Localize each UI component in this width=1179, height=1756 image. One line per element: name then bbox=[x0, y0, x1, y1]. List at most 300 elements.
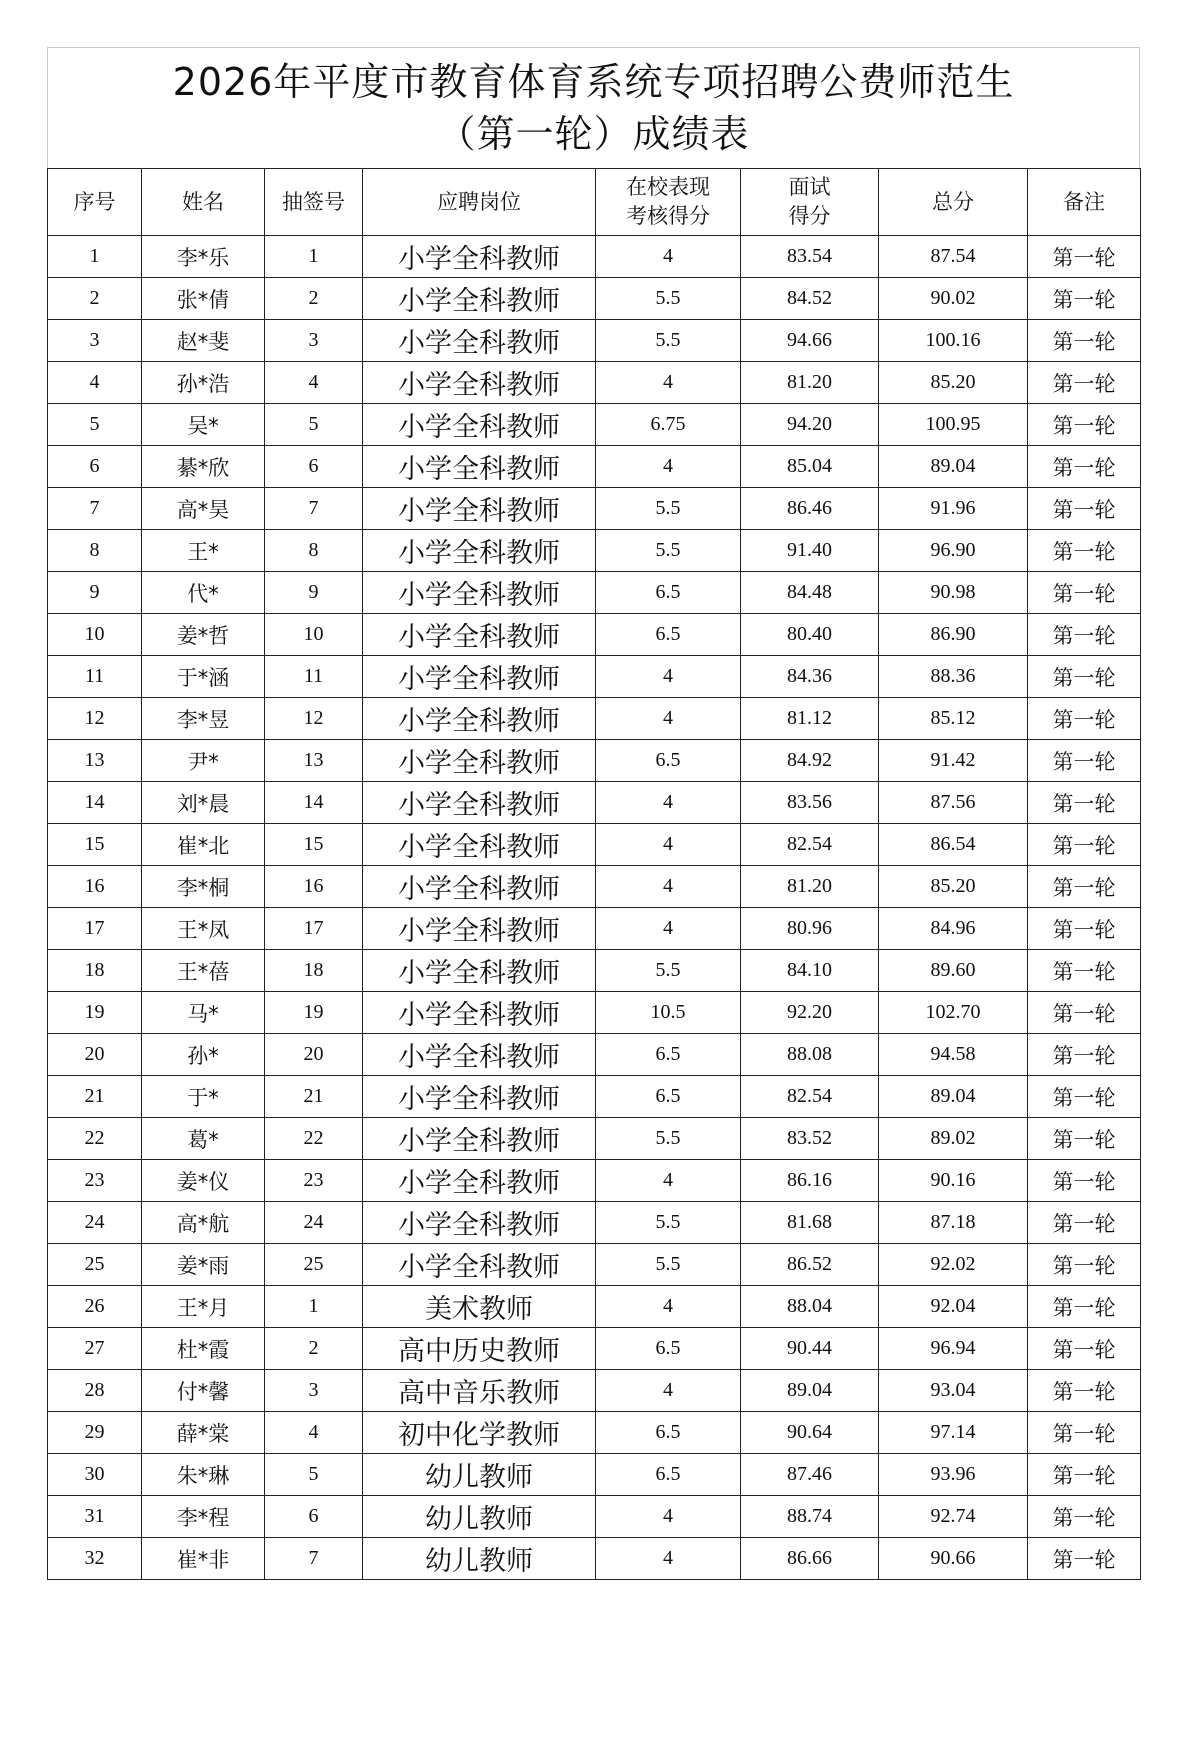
table-row bbox=[48, 740, 1141, 782]
cell-name: 王*凤 bbox=[142, 908, 265, 950]
cell-interview-score: 86.52 bbox=[741, 1244, 879, 1286]
cell-name: 王*月 bbox=[142, 1286, 265, 1328]
cell-position: 小学全科教师 bbox=[363, 992, 596, 1034]
cell-draw: 20 bbox=[265, 1034, 363, 1076]
cell-seq: 13 bbox=[48, 740, 142, 782]
table-row bbox=[48, 656, 1141, 698]
cell-draw: 1 bbox=[265, 1286, 363, 1328]
cell-name: 高*昊 bbox=[142, 488, 265, 530]
cell-seq: 24 bbox=[48, 1202, 142, 1244]
cell-total: 93.96 bbox=[879, 1454, 1028, 1496]
cell-seq: 28 bbox=[48, 1370, 142, 1412]
cell-campus-score: 5.5 bbox=[596, 488, 741, 530]
table-row bbox=[48, 992, 1141, 1034]
cell-position: 小学全科教师 bbox=[363, 1244, 596, 1286]
cell-total: 93.04 bbox=[879, 1370, 1028, 1412]
cell-draw: 24 bbox=[265, 1202, 363, 1244]
cell-total: 92.04 bbox=[879, 1286, 1028, 1328]
header-interview-line-2: 得分 bbox=[788, 204, 831, 228]
cell-seq: 26 bbox=[48, 1286, 142, 1328]
cell-total: 100.16 bbox=[879, 320, 1028, 362]
header-name: 姓名 bbox=[142, 169, 265, 236]
cell-name: 朱*琳 bbox=[142, 1454, 265, 1496]
cell-remark: 第一轮 bbox=[1028, 320, 1141, 362]
cell-draw: 5 bbox=[265, 404, 363, 446]
cell-draw: 15 bbox=[265, 824, 363, 866]
cell-total: 90.02 bbox=[879, 278, 1028, 320]
cell-campus-score: 4 bbox=[596, 782, 741, 824]
cell-interview-score: 88.74 bbox=[741, 1496, 879, 1538]
table-row bbox=[48, 572, 1141, 614]
cell-remark: 第一轮 bbox=[1028, 740, 1141, 782]
cell-total: 100.95 bbox=[879, 404, 1028, 446]
cell-name: 代* bbox=[142, 572, 265, 614]
cell-campus-score: 4 bbox=[596, 1160, 741, 1202]
table-row bbox=[48, 1202, 1141, 1244]
table-row bbox=[48, 488, 1141, 530]
cell-remark: 第一轮 bbox=[1028, 1076, 1141, 1118]
document-title-line-1: 2026年平度市教育体育系统专项招聘公费师范生 bbox=[172, 60, 1015, 104]
cell-campus-score: 5.5 bbox=[596, 950, 741, 992]
cell-interview-score: 82.54 bbox=[741, 824, 879, 866]
cell-campus-score: 6.5 bbox=[596, 1412, 741, 1454]
cell-campus-score: 5.5 bbox=[596, 530, 741, 572]
cell-position: 小学全科教师 bbox=[363, 320, 596, 362]
cell-remark: 第一轮 bbox=[1028, 1034, 1141, 1076]
cell-draw: 19 bbox=[265, 992, 363, 1034]
cell-total: 89.04 bbox=[879, 1076, 1028, 1118]
cell-total: 96.94 bbox=[879, 1328, 1028, 1370]
table-row bbox=[48, 278, 1141, 320]
cell-name: 李*程 bbox=[142, 1496, 265, 1538]
cell-seq: 18 bbox=[48, 950, 142, 992]
cell-seq: 1 bbox=[48, 236, 142, 278]
cell-seq: 5 bbox=[48, 404, 142, 446]
cell-campus-score: 6.5 bbox=[596, 1328, 741, 1370]
cell-seq: 2 bbox=[48, 278, 142, 320]
cell-draw: 10 bbox=[265, 614, 363, 656]
cell-total: 90.66 bbox=[879, 1538, 1028, 1580]
cell-total: 86.90 bbox=[879, 614, 1028, 656]
cell-campus-score: 4 bbox=[596, 866, 741, 908]
cell-name: 葛* bbox=[142, 1118, 265, 1160]
cell-name: 崔*北 bbox=[142, 824, 265, 866]
table-row bbox=[48, 362, 1141, 404]
cell-position: 小学全科教师 bbox=[363, 1160, 596, 1202]
cell-position: 小学全科教师 bbox=[363, 446, 596, 488]
table-row bbox=[48, 1454, 1141, 1496]
cell-draw: 14 bbox=[265, 782, 363, 824]
cell-draw: 7 bbox=[265, 1538, 363, 1580]
cell-total: 85.20 bbox=[879, 362, 1028, 404]
cell-seq: 17 bbox=[48, 908, 142, 950]
table-row bbox=[48, 1496, 1141, 1538]
cell-interview-score: 86.66 bbox=[741, 1538, 879, 1580]
cell-draw: 12 bbox=[265, 698, 363, 740]
cell-remark: 第一轮 bbox=[1028, 992, 1141, 1034]
table-row bbox=[48, 1286, 1141, 1328]
cell-remark: 第一轮 bbox=[1028, 824, 1141, 866]
cell-seq: 11 bbox=[48, 656, 142, 698]
cell-campus-score: 4 bbox=[596, 698, 741, 740]
cell-seq: 22 bbox=[48, 1118, 142, 1160]
cell-name: 李*昱 bbox=[142, 698, 265, 740]
table-row bbox=[48, 446, 1141, 488]
table-body bbox=[48, 236, 1141, 1580]
table-row bbox=[48, 530, 1141, 572]
cell-seq: 3 bbox=[48, 320, 142, 362]
table-row bbox=[48, 320, 1141, 362]
cell-position: 小学全科教师 bbox=[363, 572, 596, 614]
cell-name: 付*馨 bbox=[142, 1370, 265, 1412]
cell-name: 姜*哲 bbox=[142, 614, 265, 656]
cell-interview-score: 86.16 bbox=[741, 1160, 879, 1202]
cell-remark: 第一轮 bbox=[1028, 1370, 1141, 1412]
cell-total: 84.96 bbox=[879, 908, 1028, 950]
cell-position: 幼儿教师 bbox=[363, 1496, 596, 1538]
cell-campus-score: 4 bbox=[596, 1538, 741, 1580]
cell-campus-score: 4 bbox=[596, 1370, 741, 1412]
cell-campus-score: 5.5 bbox=[596, 278, 741, 320]
cell-seq: 27 bbox=[48, 1328, 142, 1370]
cell-remark: 第一轮 bbox=[1028, 1328, 1141, 1370]
cell-position: 小学全科教师 bbox=[363, 824, 596, 866]
cell-draw: 9 bbox=[265, 572, 363, 614]
table-row bbox=[48, 236, 1141, 278]
table-row bbox=[48, 1034, 1141, 1076]
cell-campus-score: 4 bbox=[596, 824, 741, 866]
cell-campus-score: 6.5 bbox=[596, 1076, 741, 1118]
cell-interview-score: 84.10 bbox=[741, 950, 879, 992]
table-row bbox=[48, 1160, 1141, 1202]
cell-remark: 第一轮 bbox=[1028, 1538, 1141, 1580]
cell-position: 小学全科教师 bbox=[363, 362, 596, 404]
cell-draw: 6 bbox=[265, 1496, 363, 1538]
cell-remark: 第一轮 bbox=[1028, 1118, 1141, 1160]
cell-position: 小学全科教师 bbox=[363, 404, 596, 446]
cell-draw: 21 bbox=[265, 1076, 363, 1118]
cell-total: 89.02 bbox=[879, 1118, 1028, 1160]
cell-position: 小学全科教师 bbox=[363, 950, 596, 992]
cell-draw: 6 bbox=[265, 446, 363, 488]
cell-draw: 13 bbox=[265, 740, 363, 782]
cell-seq: 16 bbox=[48, 866, 142, 908]
cell-remark: 第一轮 bbox=[1028, 1412, 1141, 1454]
cell-position: 小学全科教师 bbox=[363, 1202, 596, 1244]
cell-remark: 第一轮 bbox=[1028, 1244, 1141, 1286]
cell-seq: 4 bbox=[48, 362, 142, 404]
cell-interview-score: 87.46 bbox=[741, 1454, 879, 1496]
cell-position: 小学全科教师 bbox=[363, 488, 596, 530]
score-table bbox=[47, 168, 1141, 1580]
cell-seq: 30 bbox=[48, 1454, 142, 1496]
cell-total: 89.60 bbox=[879, 950, 1028, 992]
header-campus-line-2: 考核得分 bbox=[626, 204, 710, 228]
cell-remark: 第一轮 bbox=[1028, 782, 1141, 824]
cell-position: 小学全科教师 bbox=[363, 1076, 596, 1118]
cell-campus-score: 6.5 bbox=[596, 1034, 741, 1076]
cell-total: 90.16 bbox=[879, 1160, 1028, 1202]
table-row bbox=[48, 782, 1141, 824]
cell-seq: 31 bbox=[48, 1496, 142, 1538]
cell-campus-score: 5.5 bbox=[596, 1202, 741, 1244]
cell-total: 102.70 bbox=[879, 992, 1028, 1034]
cell-interview-score: 80.96 bbox=[741, 908, 879, 950]
cell-campus-score: 5.5 bbox=[596, 1118, 741, 1160]
cell-interview-score: 83.52 bbox=[741, 1118, 879, 1160]
cell-total: 86.54 bbox=[879, 824, 1028, 866]
cell-seq: 20 bbox=[48, 1034, 142, 1076]
header-campus-score bbox=[596, 169, 741, 236]
table-row bbox=[48, 1244, 1141, 1286]
cell-interview-score: 85.04 bbox=[741, 446, 879, 488]
cell-remark: 第一轮 bbox=[1028, 1202, 1141, 1244]
cell-remark: 第一轮 bbox=[1028, 530, 1141, 572]
cell-interview-score: 80.40 bbox=[741, 614, 879, 656]
cell-total: 85.20 bbox=[879, 866, 1028, 908]
header-interview-score bbox=[741, 169, 879, 236]
cell-interview-score: 91.40 bbox=[741, 530, 879, 572]
cell-remark: 第一轮 bbox=[1028, 656, 1141, 698]
cell-draw: 1 bbox=[265, 236, 363, 278]
cell-campus-score: 4 bbox=[596, 1286, 741, 1328]
cell-interview-score: 84.92 bbox=[741, 740, 879, 782]
cell-draw: 23 bbox=[265, 1160, 363, 1202]
cell-total: 87.54 bbox=[879, 236, 1028, 278]
cell-draw: 2 bbox=[265, 1328, 363, 1370]
cell-name: 王* bbox=[142, 530, 265, 572]
cell-remark: 第一轮 bbox=[1028, 1496, 1141, 1538]
cell-interview-score: 82.54 bbox=[741, 1076, 879, 1118]
cell-seq: 21 bbox=[48, 1076, 142, 1118]
cell-name: 薛*棠 bbox=[142, 1412, 265, 1454]
cell-campus-score: 4 bbox=[596, 1496, 741, 1538]
cell-interview-score: 90.44 bbox=[741, 1328, 879, 1370]
cell-name: 马* bbox=[142, 992, 265, 1034]
cell-total: 96.90 bbox=[879, 530, 1028, 572]
cell-campus-score: 6.5 bbox=[596, 740, 741, 782]
header-row bbox=[48, 169, 1141, 236]
cell-interview-score: 81.20 bbox=[741, 866, 879, 908]
cell-name: 于* bbox=[142, 1076, 265, 1118]
cell-campus-score: 5.5 bbox=[596, 320, 741, 362]
cell-draw: 11 bbox=[265, 656, 363, 698]
cell-draw: 18 bbox=[265, 950, 363, 992]
table-row bbox=[48, 614, 1141, 656]
cell-name: 吴* bbox=[142, 404, 265, 446]
cell-interview-score: 81.68 bbox=[741, 1202, 879, 1244]
cell-interview-score: 90.64 bbox=[741, 1412, 879, 1454]
cell-total: 89.04 bbox=[879, 446, 1028, 488]
cell-interview-score: 89.04 bbox=[741, 1370, 879, 1412]
cell-seq: 32 bbox=[48, 1538, 142, 1580]
cell-position: 小学全科教师 bbox=[363, 782, 596, 824]
cell-name: 李*乐 bbox=[142, 236, 265, 278]
cell-position: 小学全科教师 bbox=[363, 530, 596, 572]
cell-total: 94.58 bbox=[879, 1034, 1028, 1076]
cell-remark: 第一轮 bbox=[1028, 1160, 1141, 1202]
cell-name: 王*蓓 bbox=[142, 950, 265, 992]
cell-position: 幼儿教师 bbox=[363, 1454, 596, 1496]
cell-interview-score: 92.20 bbox=[741, 992, 879, 1034]
cell-interview-score: 83.56 bbox=[741, 782, 879, 824]
cell-name: 尹* bbox=[142, 740, 265, 782]
cell-position: 小学全科教师 bbox=[363, 698, 596, 740]
cell-campus-score: 5.5 bbox=[596, 1244, 741, 1286]
cell-draw: 4 bbox=[265, 362, 363, 404]
cell-total: 85.12 bbox=[879, 698, 1028, 740]
cell-remark: 第一轮 bbox=[1028, 446, 1141, 488]
cell-total: 97.14 bbox=[879, 1412, 1028, 1454]
cell-interview-score: 94.66 bbox=[741, 320, 879, 362]
table-row bbox=[48, 1328, 1141, 1370]
cell-name: 张*倩 bbox=[142, 278, 265, 320]
cell-interview-score: 86.46 bbox=[741, 488, 879, 530]
cell-position: 高中历史教师 bbox=[363, 1328, 596, 1370]
table-row bbox=[48, 1412, 1141, 1454]
cell-draw: 16 bbox=[265, 866, 363, 908]
cell-name: 刘*晨 bbox=[142, 782, 265, 824]
table-row bbox=[48, 698, 1141, 740]
cell-campus-score: 4 bbox=[596, 446, 741, 488]
cell-total: 90.98 bbox=[879, 572, 1028, 614]
cell-position: 小学全科教师 bbox=[363, 1034, 596, 1076]
cell-name: 姜*雨 bbox=[142, 1244, 265, 1286]
cell-position: 小学全科教师 bbox=[363, 236, 596, 278]
cell-interview-score: 81.20 bbox=[741, 362, 879, 404]
cell-seq: 12 bbox=[48, 698, 142, 740]
cell-interview-score: 94.20 bbox=[741, 404, 879, 446]
cell-seq: 23 bbox=[48, 1160, 142, 1202]
cell-total: 87.18 bbox=[879, 1202, 1028, 1244]
cell-remark: 第一轮 bbox=[1028, 1454, 1141, 1496]
cell-seq: 8 bbox=[48, 530, 142, 572]
cell-interview-score: 84.48 bbox=[741, 572, 879, 614]
header-draw: 抽签号 bbox=[265, 169, 363, 236]
cell-campus-score: 4 bbox=[596, 908, 741, 950]
cell-seq: 7 bbox=[48, 488, 142, 530]
table-row bbox=[48, 824, 1141, 866]
cell-seq: 6 bbox=[48, 446, 142, 488]
cell-remark: 第一轮 bbox=[1028, 1286, 1141, 1328]
cell-position: 小学全科教师 bbox=[363, 614, 596, 656]
cell-seq: 29 bbox=[48, 1412, 142, 1454]
score-sheet bbox=[47, 47, 1140, 1580]
cell-campus-score: 4 bbox=[596, 362, 741, 404]
cell-campus-score: 6.5 bbox=[596, 1454, 741, 1496]
cell-draw: 7 bbox=[265, 488, 363, 530]
cell-position: 小学全科教师 bbox=[363, 866, 596, 908]
header-remark: 备注 bbox=[1028, 169, 1141, 236]
cell-position: 小学全科教师 bbox=[363, 1118, 596, 1160]
cell-draw: 3 bbox=[265, 1370, 363, 1412]
cell-position: 小学全科教师 bbox=[363, 656, 596, 698]
cell-draw: 8 bbox=[265, 530, 363, 572]
cell-total: 92.02 bbox=[879, 1244, 1028, 1286]
cell-name: 高*航 bbox=[142, 1202, 265, 1244]
cell-remark: 第一轮 bbox=[1028, 698, 1141, 740]
header-position: 应聘岗位 bbox=[363, 169, 596, 236]
cell-interview-score: 81.12 bbox=[741, 698, 879, 740]
cell-interview-score: 84.52 bbox=[741, 278, 879, 320]
cell-campus-score: 6.5 bbox=[596, 572, 741, 614]
header-total: 总分 bbox=[879, 169, 1028, 236]
cell-seq: 25 bbox=[48, 1244, 142, 1286]
document-title-line-2: （第一轮）成绩表 bbox=[437, 112, 750, 156]
cell-draw: 17 bbox=[265, 908, 363, 950]
cell-remark: 第一轮 bbox=[1028, 488, 1141, 530]
cell-remark: 第一轮 bbox=[1028, 614, 1141, 656]
cell-total: 91.42 bbox=[879, 740, 1028, 782]
cell-draw: 5 bbox=[265, 1454, 363, 1496]
cell-position: 高中音乐教师 bbox=[363, 1370, 596, 1412]
cell-total: 88.36 bbox=[879, 656, 1028, 698]
cell-name: 崔*非 bbox=[142, 1538, 265, 1580]
cell-name: 孙*浩 bbox=[142, 362, 265, 404]
cell-interview-score: 88.04 bbox=[741, 1286, 879, 1328]
cell-name: 于*涵 bbox=[142, 656, 265, 698]
cell-draw: 22 bbox=[265, 1118, 363, 1160]
cell-seq: 14 bbox=[48, 782, 142, 824]
table-row bbox=[48, 950, 1141, 992]
cell-draw: 25 bbox=[265, 1244, 363, 1286]
cell-campus-score: 10.5 bbox=[596, 992, 741, 1034]
cell-name: 杜*霞 bbox=[142, 1328, 265, 1370]
table-row bbox=[48, 1370, 1141, 1412]
cell-interview-score: 83.54 bbox=[741, 236, 879, 278]
cell-draw: 4 bbox=[265, 1412, 363, 1454]
table-row bbox=[48, 404, 1141, 446]
cell-remark: 第一轮 bbox=[1028, 362, 1141, 404]
cell-seq: 15 bbox=[48, 824, 142, 866]
cell-total: 87.56 bbox=[879, 782, 1028, 824]
table-row bbox=[48, 1538, 1141, 1580]
cell-seq: 9 bbox=[48, 572, 142, 614]
cell-name: 赵*斐 bbox=[142, 320, 265, 362]
cell-campus-score: 4 bbox=[596, 236, 741, 278]
cell-name: 孙* bbox=[142, 1034, 265, 1076]
cell-draw: 2 bbox=[265, 278, 363, 320]
cell-seq: 19 bbox=[48, 992, 142, 1034]
cell-position: 幼儿教师 bbox=[363, 1538, 596, 1580]
cell-remark: 第一轮 bbox=[1028, 236, 1141, 278]
cell-remark: 第一轮 bbox=[1028, 950, 1141, 992]
header-campus-line-1: 在校表现 bbox=[626, 175, 710, 199]
cell-draw: 3 bbox=[265, 320, 363, 362]
cell-name: 綦*欣 bbox=[142, 446, 265, 488]
cell-campus-score: 6.5 bbox=[596, 614, 741, 656]
cell-name: 姜*仪 bbox=[142, 1160, 265, 1202]
title-box bbox=[47, 47, 1140, 168]
cell-position: 小学全科教师 bbox=[363, 740, 596, 782]
table-row bbox=[48, 1118, 1141, 1160]
table-row bbox=[48, 866, 1141, 908]
cell-interview-score: 88.08 bbox=[741, 1034, 879, 1076]
cell-seq: 10 bbox=[48, 614, 142, 656]
cell-position: 小学全科教师 bbox=[363, 908, 596, 950]
cell-campus-score: 4 bbox=[596, 656, 741, 698]
cell-total: 91.96 bbox=[879, 488, 1028, 530]
cell-remark: 第一轮 bbox=[1028, 572, 1141, 614]
cell-total: 92.74 bbox=[879, 1496, 1028, 1538]
cell-position: 初中化学教师 bbox=[363, 1412, 596, 1454]
cell-remark: 第一轮 bbox=[1028, 866, 1141, 908]
table-row bbox=[48, 1076, 1141, 1118]
cell-position: 美术教师 bbox=[363, 1286, 596, 1328]
table-row bbox=[48, 908, 1141, 950]
cell-campus-score: 6.75 bbox=[596, 404, 741, 446]
cell-position: 小学全科教师 bbox=[363, 278, 596, 320]
